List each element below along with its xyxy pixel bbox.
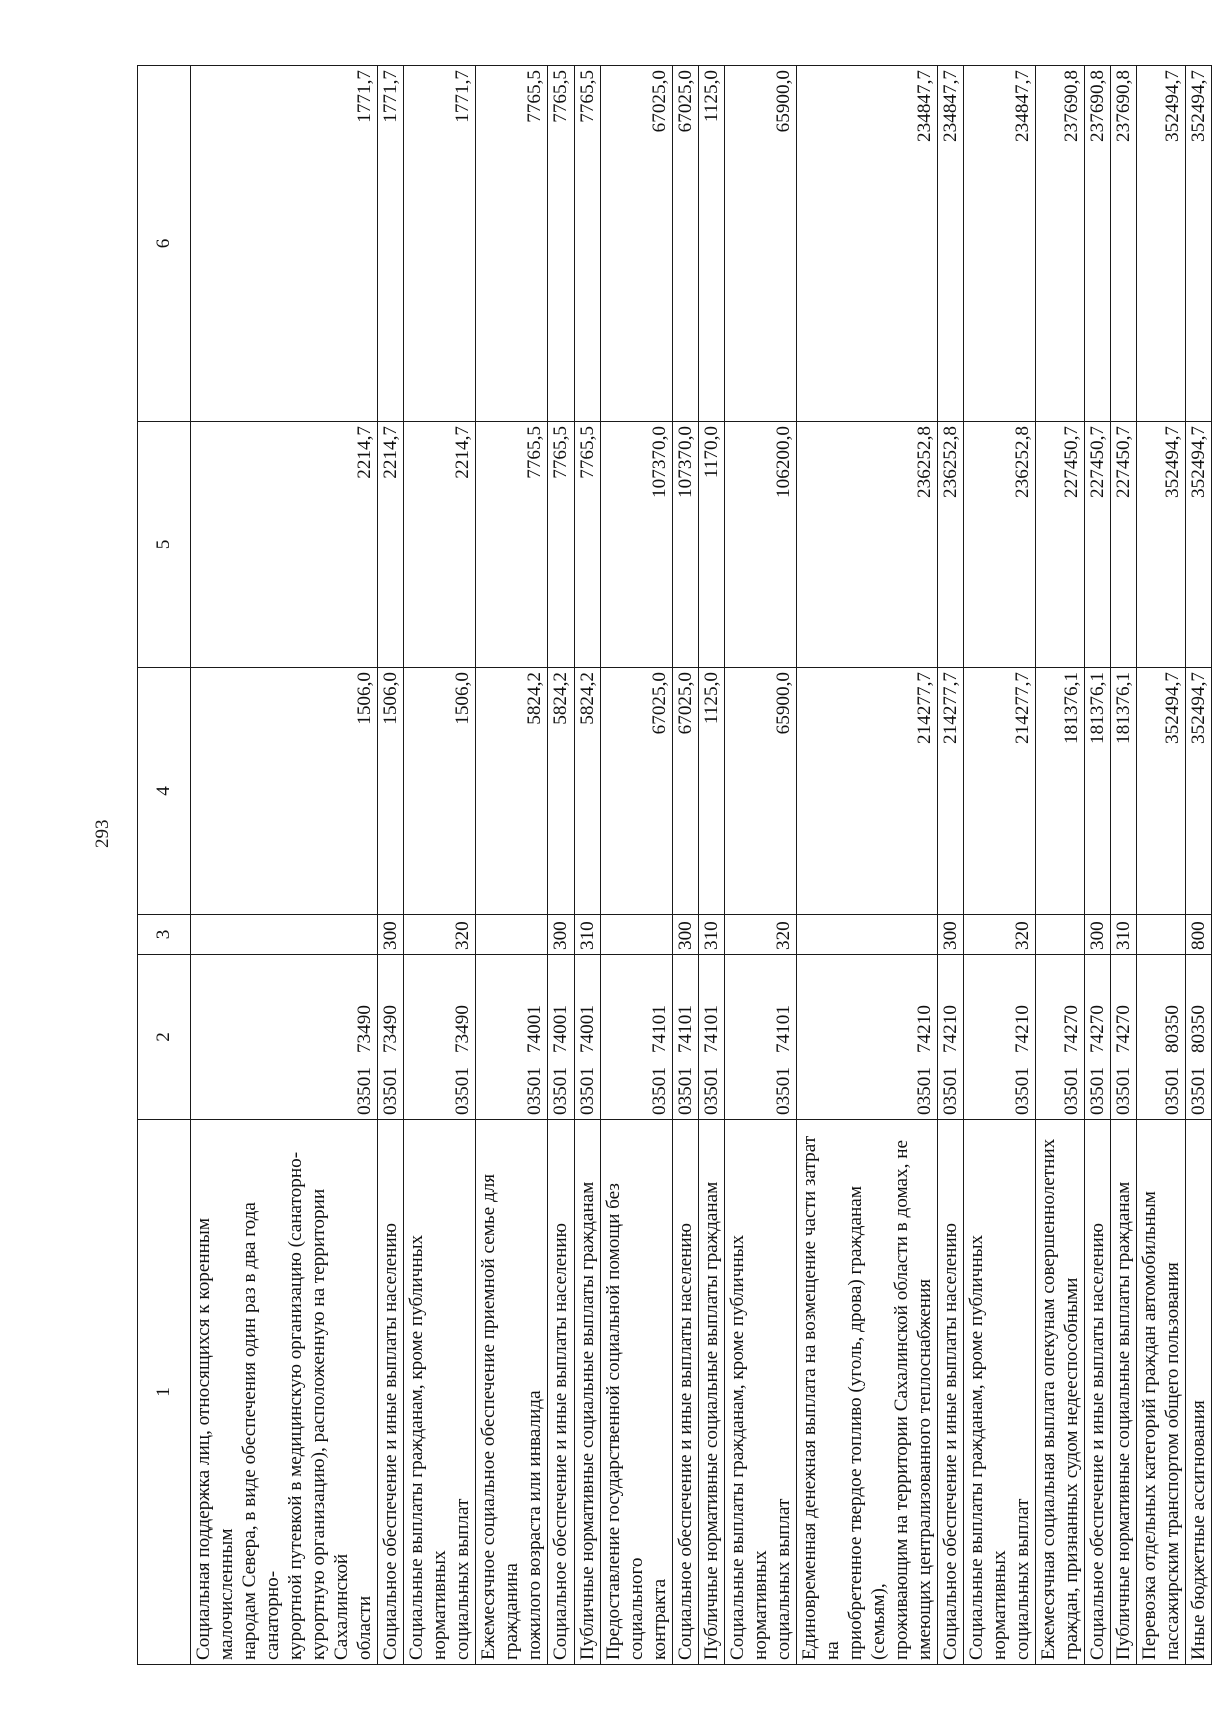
value-col-5-cell: 352494,7 bbox=[1137, 422, 1186, 668]
code-cell bbox=[574, 955, 600, 1120]
row-name-cell: Публичные нормативные социальные выплаты гражданам bbox=[698, 1120, 724, 1665]
value-col-4-cell: 1506,0 bbox=[404, 668, 476, 915]
value-col-4-cell: 214277,7 bbox=[796, 668, 937, 915]
value-col-6-cell: 1125,0 bbox=[698, 66, 724, 422]
section-code: 03501 bbox=[674, 1067, 696, 1115]
article-code: 73490 bbox=[354, 1005, 376, 1054]
value-col-4-cell: 67025,0 bbox=[672, 668, 698, 915]
table-row bbox=[476, 66, 548, 1665]
value-col-6-cell: 1771,7 bbox=[191, 66, 378, 422]
table-row bbox=[724, 66, 796, 1665]
expense-type-cell: 320 bbox=[964, 915, 1036, 955]
value-col-4-cell: 352494,7 bbox=[1186, 668, 1212, 915]
value-col-4-cell: 214277,7 bbox=[964, 668, 1036, 915]
expense-type-cell: 300 bbox=[937, 915, 963, 955]
table-row bbox=[600, 66, 672, 1665]
expense-type-cell: 310 bbox=[574, 915, 600, 955]
value-col-4-cell: 1506,0 bbox=[378, 668, 404, 915]
value-col-6-cell: 7765,5 bbox=[574, 66, 600, 422]
table-row bbox=[937, 66, 963, 1665]
code-cell bbox=[476, 955, 548, 1120]
value-col-5-cell: 227450,7 bbox=[1036, 422, 1085, 668]
value-col-5-cell: 7765,5 bbox=[548, 422, 574, 668]
expense-type-cell: 320 bbox=[404, 915, 476, 955]
article-code: 74270 bbox=[1087, 1005, 1109, 1054]
value-col-5-cell: 236252,8 bbox=[964, 422, 1036, 668]
value-col-6-cell: 7765,5 bbox=[548, 66, 574, 422]
value-col-6-cell: 234847,7 bbox=[937, 66, 963, 422]
value-col-4-cell: 67025,0 bbox=[600, 668, 672, 915]
section-code: 03501 bbox=[380, 1067, 402, 1115]
value-col-5-cell: 107370,0 bbox=[672, 422, 698, 668]
row-name-cell: Ежемесячная социальная выплата опекунам совершеннолетних граждан, признанных судом недееспособными bbox=[1036, 1120, 1085, 1665]
table-row bbox=[1137, 66, 1186, 1665]
section-code: 03501 bbox=[1162, 1067, 1184, 1115]
row-name-cell: Социальная поддержка лиц, относящихся к коренным малочисленным народам Севера, в виде обеспечения один раз в два года санаторно- курортной путевкой в медицинскую организацию (санаторно- курортную организацию), расположенную на территории Сахалинской области bbox=[191, 1120, 378, 1665]
expense-type-cell: 310 bbox=[698, 915, 724, 955]
value-col-5-cell: 236252,8 bbox=[796, 422, 937, 668]
value-col-4-cell: 214277,7 bbox=[937, 668, 963, 915]
value-col-5-cell: 106200,0 bbox=[724, 422, 796, 668]
article-code: 80350 bbox=[1162, 1005, 1184, 1054]
article-code: 80350 bbox=[1188, 1005, 1210, 1054]
table-row bbox=[1085, 66, 1111, 1665]
row-name-cell: Социальное обеспечение и иные выплаты населению bbox=[937, 1120, 963, 1665]
value-col-4-cell: 181376,1 bbox=[1111, 668, 1137, 915]
code-cell bbox=[724, 955, 796, 1120]
value-col-6-cell: 352494,7 bbox=[1186, 66, 1212, 422]
row-name-cell: Перевозка отдельных категорий граждан автомобильным пассажирским транспортом общего пользования bbox=[1137, 1120, 1186, 1665]
value-col-4-cell: 1125,0 bbox=[698, 668, 724, 915]
code-cell bbox=[672, 955, 698, 1120]
budget-table bbox=[137, 65, 1212, 1665]
article-code: 74210 bbox=[939, 1005, 961, 1054]
value-col-5-cell: 7765,5 bbox=[574, 422, 600, 668]
row-name-cell: Социальное обеспечение и иные выплаты населению bbox=[548, 1120, 574, 1665]
header-col-3: 3 bbox=[138, 915, 191, 955]
expense-type-cell bbox=[796, 915, 937, 955]
section-code: 03501 bbox=[550, 1067, 572, 1115]
code-cell bbox=[1186, 955, 1212, 1120]
row-name-cell: Публичные нормативные социальные выплаты гражданам bbox=[574, 1120, 600, 1665]
code-cell bbox=[600, 955, 672, 1120]
section-code: 03501 bbox=[939, 1067, 961, 1115]
article-code: 73490 bbox=[452, 1005, 474, 1054]
code-cell bbox=[964, 955, 1036, 1120]
code-cell bbox=[1137, 955, 1186, 1120]
code-cell bbox=[1111, 955, 1137, 1120]
value-col-4-cell: 65900,0 bbox=[724, 668, 796, 915]
section-code: 03501 bbox=[354, 1067, 376, 1115]
row-name-cell: Иные бюджетные ассигнования bbox=[1186, 1120, 1212, 1665]
expense-type-cell: 320 bbox=[724, 915, 796, 955]
value-col-4-cell: 181376,1 bbox=[1085, 668, 1111, 915]
value-col-4-cell: 5824,2 bbox=[476, 668, 548, 915]
value-col-6-cell: 65900,0 bbox=[724, 66, 796, 422]
code-cell bbox=[937, 955, 963, 1120]
header-col-5: 5 bbox=[138, 422, 191, 668]
code-cell bbox=[796, 955, 937, 1120]
table-row bbox=[796, 66, 937, 1665]
value-col-6-cell: 237690,8 bbox=[1111, 66, 1137, 422]
section-code: 03501 bbox=[1087, 1067, 1109, 1115]
row-name-cell: Социальные выплаты гражданам, кроме публичных нормативных социальных выплат bbox=[724, 1120, 796, 1665]
table-row bbox=[548, 66, 574, 1665]
header-col-4: 4 bbox=[138, 668, 191, 915]
section-code: 03501 bbox=[452, 1067, 474, 1115]
expense-type-cell bbox=[600, 915, 672, 955]
row-name-cell: Предоставление государственной социальной помощи без социального контракта bbox=[600, 1120, 672, 1665]
code-cell bbox=[698, 955, 724, 1120]
value-col-6-cell: 234847,7 bbox=[796, 66, 937, 422]
section-code: 03501 bbox=[1061, 1067, 1083, 1115]
code-cell bbox=[1036, 955, 1085, 1120]
value-col-6-cell: 234847,7 bbox=[964, 66, 1036, 422]
value-col-6-cell: 1771,7 bbox=[378, 66, 404, 422]
code-cell bbox=[378, 955, 404, 1120]
expense-type-cell: 800 bbox=[1186, 915, 1212, 955]
table-row bbox=[1111, 66, 1137, 1665]
article-code: 74270 bbox=[1113, 1005, 1135, 1054]
code-cell bbox=[191, 955, 378, 1120]
expense-type-cell: 310 bbox=[1111, 915, 1137, 955]
article-code: 74210 bbox=[913, 1005, 935, 1054]
value-col-4-cell: 352494,7 bbox=[1137, 668, 1186, 915]
row-name-cell: Единовременная денежная выплата на возмещение части затрат на приобретенное твердое топливо (уголь, дрова) гражданам (семьям), проживающим на территории Сахалинской области в домах, не имеющих централизованного теплоснабжения bbox=[796, 1120, 937, 1665]
article-code: 74101 bbox=[648, 1005, 670, 1054]
section-code: 03501 bbox=[700, 1067, 722, 1115]
section-code: 03501 bbox=[648, 1067, 670, 1115]
table-row bbox=[574, 66, 600, 1665]
expense-type-cell: 300 bbox=[672, 915, 698, 955]
header-row bbox=[138, 66, 191, 1665]
value-col-4-cell: 1506,0 bbox=[191, 668, 378, 915]
header-col-1: 1 bbox=[138, 1120, 191, 1665]
row-name-cell: Социальное обеспечение и иные выплаты населению bbox=[1085, 1120, 1111, 1665]
section-code: 03501 bbox=[1188, 1067, 1210, 1115]
value-col-6-cell: 237690,8 bbox=[1085, 66, 1111, 422]
section-code: 03501 bbox=[1012, 1067, 1034, 1115]
table-row bbox=[191, 66, 378, 1665]
section-code: 03501 bbox=[772, 1067, 794, 1115]
code-cell bbox=[1085, 955, 1111, 1120]
expense-type-cell: 300 bbox=[378, 915, 404, 955]
page-number: 293 bbox=[92, 819, 113, 848]
article-code: 74001 bbox=[524, 1005, 546, 1054]
value-col-5-cell: 1170,0 bbox=[698, 422, 724, 668]
article-code: 74210 bbox=[1012, 1005, 1034, 1054]
expense-type-cell bbox=[476, 915, 548, 955]
code-cell bbox=[404, 955, 476, 1120]
value-col-5-cell: 7765,5 bbox=[476, 422, 548, 668]
value-col-5-cell: 352494,7 bbox=[1186, 422, 1212, 668]
row-name-cell: Ежемесячное социальное обеспечение приемной семье для гражданина пожилого возраста или инвалида bbox=[476, 1120, 548, 1665]
value-col-6-cell: 352494,7 bbox=[1137, 66, 1186, 422]
article-code: 74001 bbox=[550, 1005, 572, 1054]
table-row bbox=[404, 66, 476, 1665]
value-col-6-cell: 1771,7 bbox=[404, 66, 476, 422]
section-code: 03501 bbox=[524, 1067, 546, 1115]
expense-type-cell bbox=[1036, 915, 1085, 955]
value-col-6-cell: 237690,8 bbox=[1036, 66, 1085, 422]
article-code: 74101 bbox=[700, 1005, 722, 1054]
header-col-6: 6 bbox=[138, 66, 191, 422]
code-cell bbox=[548, 955, 574, 1120]
value-col-4-cell: 181376,1 bbox=[1036, 668, 1085, 915]
table-row bbox=[698, 66, 724, 1665]
table-row bbox=[1036, 66, 1085, 1665]
row-name-cell: Социальное обеспечение и иные выплаты населению bbox=[672, 1120, 698, 1665]
row-name-cell: Социальные выплаты гражданам, кроме публичных нормативных социальных выплат bbox=[404, 1120, 476, 1665]
row-name-cell: Социальные выплаты гражданам, кроме публичных нормативных социальных выплат bbox=[964, 1120, 1036, 1665]
rotated-table-sheet bbox=[137, 66, 1210, 1665]
value-col-5-cell: 227450,7 bbox=[1111, 422, 1137, 668]
value-col-6-cell: 7765,5 bbox=[476, 66, 548, 422]
value-col-5-cell: 107370,0 bbox=[600, 422, 672, 668]
value-col-5-cell: 2214,7 bbox=[378, 422, 404, 668]
value-col-6-cell: 67025,0 bbox=[672, 66, 698, 422]
expense-type-cell bbox=[191, 915, 378, 955]
article-code: 74270 bbox=[1061, 1005, 1083, 1054]
table-row bbox=[378, 66, 404, 1665]
article-code: 74101 bbox=[772, 1005, 794, 1054]
table-row bbox=[964, 66, 1036, 1665]
expense-type-cell: 300 bbox=[1085, 915, 1111, 955]
value-col-4-cell: 5824,2 bbox=[574, 668, 600, 915]
value-col-5-cell: 236252,8 bbox=[937, 422, 963, 668]
value-col-5-cell: 2214,7 bbox=[404, 422, 476, 668]
article-code: 74001 bbox=[576, 1005, 598, 1054]
table-row bbox=[672, 66, 698, 1665]
value-col-4-cell: 5824,2 bbox=[548, 668, 574, 915]
article-code: 73490 bbox=[380, 1005, 402, 1054]
row-name-cell: Социальное обеспечение и иные выплаты населению bbox=[378, 1120, 404, 1665]
expense-type-cell: 300 bbox=[548, 915, 574, 955]
section-code: 03501 bbox=[913, 1067, 935, 1115]
table-row bbox=[1186, 66, 1212, 1665]
row-name-cell: Публичные нормативные социальные выплаты гражданам bbox=[1111, 1120, 1137, 1665]
value-col-5-cell: 2214,7 bbox=[191, 422, 378, 668]
value-col-6-cell: 67025,0 bbox=[600, 66, 672, 422]
header-col-2: 2 bbox=[138, 955, 191, 1120]
expense-type-cell bbox=[1137, 915, 1186, 955]
section-code: 03501 bbox=[1113, 1067, 1135, 1115]
value-col-5-cell: 227450,7 bbox=[1085, 422, 1111, 668]
article-code: 74101 bbox=[674, 1005, 696, 1054]
section-code: 03501 bbox=[576, 1067, 598, 1115]
